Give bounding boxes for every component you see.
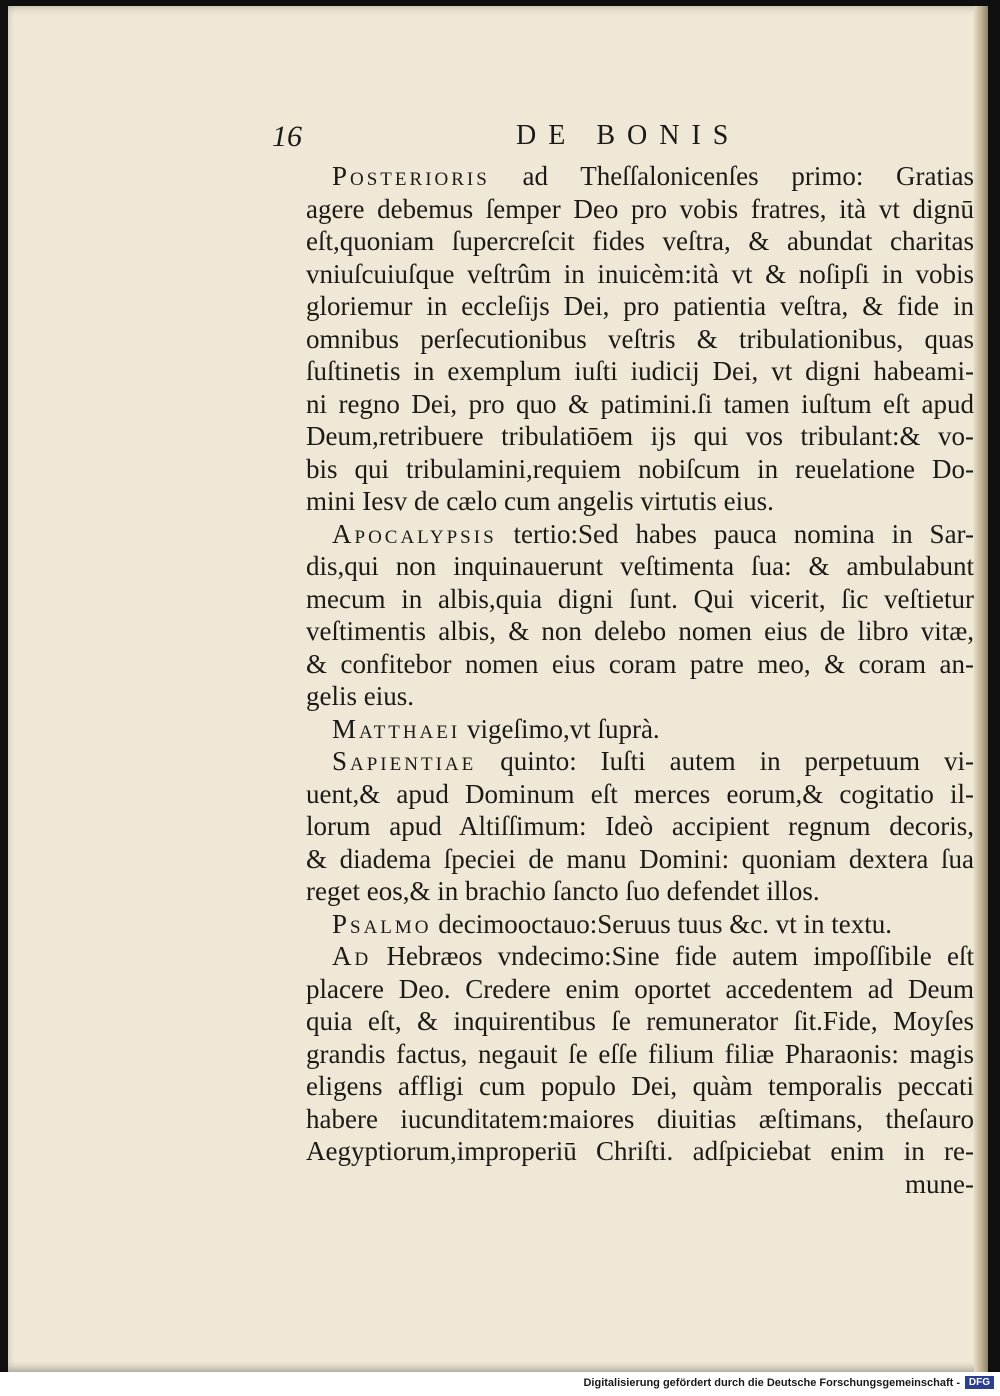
- line-text: grandis factus, negauit ſe eſſe filium filiæ Pharaonis: magis: [306, 1038, 974, 1069]
- page-header: [272, 116, 974, 160]
- text-line: [306, 193, 974, 226]
- line-text: decimooctauo:Seruus tuus &c. vt in textu.: [431, 908, 892, 939]
- text-line: [306, 680, 974, 713]
- text-line: [306, 583, 974, 616]
- paragraph: [306, 908, 974, 941]
- line-text: reget eos,& in brachio ſancto ſuo defendet illos.: [306, 876, 820, 906]
- text-line: [306, 485, 974, 518]
- text-line: [306, 160, 974, 193]
- text-line: [306, 225, 974, 258]
- line-text: ni regno Dei, pro quo & patimini.ſi tamen iuſtum eſt apud: [306, 388, 974, 419]
- line-text: placere Deo. Credere enim oportet accedentem ad Deum: [306, 973, 974, 1004]
- paragraph-lead-word: Ad: [332, 941, 372, 971]
- line-text: dis,qui non inquinauerunt veſtimenta ſua: & ambulabunt: [306, 551, 974, 581]
- line-text: bis qui tribulamini,requiem nobiſcum in reuelatione Do-: [306, 453, 974, 484]
- funding-notice: Digitalisierung gefördert durch die Deutsche Forschungsgemeinschaft -: [583, 1377, 960, 1389]
- text-line: [306, 290, 974, 323]
- line-text: quia eſt, & inquirentibus ſe remunerator ſit.Fide, Moyſes: [306, 1006, 974, 1036]
- dfg-logo: DFG: [965, 1376, 994, 1389]
- paragraph-lead-word: Posterioris: [332, 161, 490, 191]
- line-text: gelis eius.: [306, 681, 414, 711]
- line-text: lorum apud Altiſſimum: Ideò accipient regnum decoris,: [306, 811, 974, 841]
- line-text: Hebræos vndecimo:Sine fide autem impoſſibile eſt: [371, 941, 974, 971]
- text-line: [306, 550, 974, 583]
- line-text: veſtimentis albis, & non delebo nomen eius de libro vitæ,: [306, 616, 974, 646]
- text-line: [306, 323, 974, 356]
- line-text: & confitebor nomen eius coram patre meo, & coram an-: [306, 648, 974, 679]
- line-text: eſt,quoniam ſupercreſcit fides veſtra, & abundat charitas: [306, 226, 974, 256]
- paragraph: [306, 518, 974, 713]
- text-line: [306, 355, 974, 388]
- text-line: [306, 1038, 974, 1071]
- text-line: [306, 453, 974, 486]
- paragraph: [306, 160, 974, 518]
- line-text: tertio:Sed habes pauca nomina in Sar-: [496, 518, 974, 549]
- line-text: mini Iesv de cælo cum angelis virtutis eius.: [306, 486, 774, 516]
- line-text: vniuſcuiuſque veſtrûm in inuicèm:ità vt & noſipſi in vobis: [306, 258, 974, 289]
- text-line: [306, 615, 974, 648]
- text-line: [306, 745, 974, 778]
- paragraph: [306, 940, 974, 1200]
- paragraph: [306, 713, 974, 746]
- running-head: DE BONIS: [516, 120, 741, 151]
- text-line: [306, 843, 974, 876]
- line-text: Aegyptiorum,improperiū Chriſti. adſpiciebat enim in re-: [306, 1136, 974, 1166]
- line-text: ad Theſſalonicenſes primo: Gratias: [489, 161, 974, 191]
- digitization-footer: [0, 1372, 1000, 1396]
- text-line: [306, 1168, 974, 1201]
- text-line: [306, 973, 974, 1006]
- line-text: mune-: [905, 1168, 974, 1199]
- text-block: [272, 116, 974, 1200]
- line-text: omnibus perſecutionibus veſtris & tribulationibus, quas: [306, 323, 974, 354]
- body-text: [306, 160, 974, 1200]
- line-text: habere iucunditatem:maiores diuitias æſtimans, theſauro: [306, 1103, 974, 1134]
- text-line: [306, 648, 974, 681]
- paragraph-lead-word: Sapientiae: [332, 746, 477, 776]
- line-text: uent,& apud Dominum eſt merces eorum,& cogitatio il-: [306, 778, 974, 809]
- book-page: [8, 6, 988, 1372]
- paragraph-lead-word: Matthaei: [332, 713, 461, 744]
- line-text: ſuſtinetis in exemplum iuſti iudicij Dei, vt digni habeami-: [306, 356, 974, 386]
- line-text: agere debemus ſemper Deo pro vobis fratres, ità vt dignū: [306, 193, 974, 224]
- text-line: [306, 1070, 974, 1103]
- text-line: [306, 388, 974, 421]
- text-line: [306, 518, 974, 551]
- text-line: [306, 1103, 974, 1136]
- text-line: [306, 810, 974, 843]
- page-number: 16: [272, 120, 302, 153]
- line-text: quinto: Iuſti autem in perpetuum vi-: [476, 746, 974, 776]
- text-line: [306, 908, 974, 941]
- text-line: [306, 1005, 974, 1038]
- paragraph: [306, 745, 974, 908]
- line-text: & diadema ſpeciei de manu Domini: quoniam dextera ſua: [306, 843, 974, 874]
- line-text: vigeſimo,vt ſuprà.: [460, 713, 660, 744]
- text-line: [306, 940, 974, 973]
- text-line: [306, 875, 974, 908]
- paragraph-lead-word: Psalmo: [332, 908, 432, 939]
- paragraph-lead-word: Apocalypsis: [332, 518, 497, 549]
- text-line: [306, 258, 974, 291]
- text-line: [306, 713, 974, 746]
- text-line: [306, 420, 974, 453]
- text-line: [306, 1135, 974, 1168]
- text-line: [306, 778, 974, 811]
- line-text: mecum in albis,quia digni ſunt. Qui vicerit, ſic veſtietur: [306, 583, 974, 614]
- line-text: gloriemur in eccleſijs Dei, pro patientia veſtra, & fide in: [306, 291, 974, 321]
- line-text: Deum,retribuere tribulatiōem ijs qui vos tribulant:& vo-: [306, 421, 974, 451]
- page-edge: [974, 6, 988, 1372]
- line-text: eligens affligi cum populo Dei, quàm temporalis peccati: [306, 1071, 974, 1101]
